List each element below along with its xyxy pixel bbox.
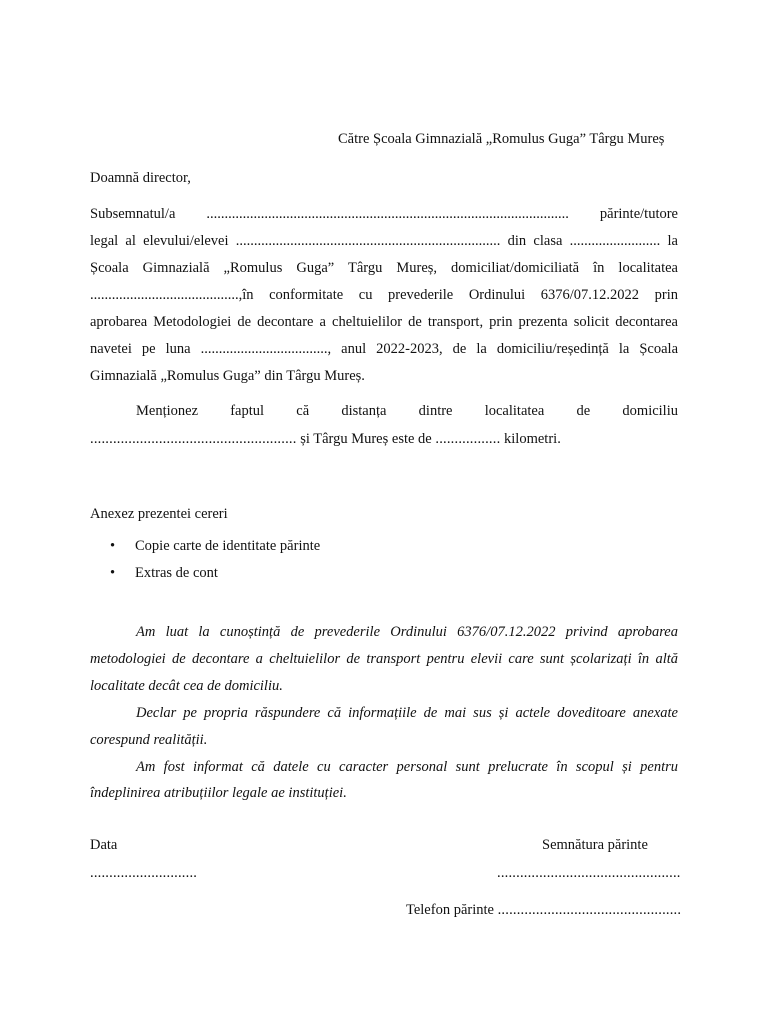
paragraph1-line3: Școala Gimnazială „Romulus Guga” Târgu Mureș, domiciliat/domiciliată în localitatea: [90, 260, 678, 276]
parent-phone-label: Telefon părinte: [406, 902, 498, 918]
paragraph2-line1: Menționez faptul că distanța dintre localitatea de domiciliu: [136, 403, 678, 419]
distance-mid-text: și Târgu Mureș este de: [296, 431, 436, 447]
distance-end-text: kilometri.: [500, 431, 561, 447]
declaration1-line3: localitate decât cea de domiciliu.: [90, 678, 283, 694]
declaration2-line2: corespund realității.: [90, 732, 208, 748]
parent-signature-label: Semnătura părinte: [542, 837, 648, 853]
annex-list: [90, 539, 320, 593]
annex-item-label: Extras de cont: [135, 565, 218, 581]
declaration3-line2: îndeplinirea atribuțiilor legale ae instituției.: [90, 785, 347, 801]
salutation: Doamnă director,: [90, 170, 191, 186]
parent-phone-field: ................................................: [497, 902, 682, 918]
bullet-icon: •: [110, 565, 116, 581]
paragraph1-line6: navetei pe luna ..................................., anul 2022-2023, de la domiciliu/reședință la Școala: [90, 341, 678, 357]
bullet-icon: •: [110, 538, 116, 554]
declaration3-line1: Am fost informat că datele cu caracter personal sunt prelucrate în scopul și pentru: [136, 759, 678, 775]
annex-intro: Anexez prezentei cereri: [90, 506, 228, 522]
paragraph1-line1: Subsemnatul/a .................................................................................................... părinte/tutore: [90, 206, 678, 222]
paragraph1-line4: .........................................,în conformitate cu prevederile Ordinului 6376/07.12.2022 prin: [90, 287, 678, 303]
parent-phone-line: [406, 903, 681, 918]
paragraph1-line2: legal al elevului/elevei ......................................................................... din clasa ......................... la: [90, 233, 678, 249]
paragraph1-line7: Gimnazială „Romulus Guga” din Târgu Mureș.: [90, 368, 365, 384]
paragraph1-line5: aprobarea Metodologiei de decontare a cheltuielilor de transport, prin prezenta solicit decontarea: [90, 314, 678, 330]
distance-locality-blank: ......................................................: [90, 431, 297, 447]
distance-km-blank: .................: [435, 431, 501, 447]
date-label: Data: [90, 837, 118, 853]
list-item: [90, 539, 320, 566]
list-item: [90, 566, 320, 593]
parent-signature-field: ................................................: [497, 865, 681, 881]
declaration1-line1: Am luat la cunoștință de prevederile Ordinului 6376/07.12.2022 privind aprobarea: [136, 624, 678, 640]
annex-item-label: Copie carte de identitate părinte: [135, 538, 321, 554]
declaration2-line1: Declar pe propria răspundere că informațiile de mai sus și actele doveditoare anexate: [136, 705, 678, 721]
declaration1-line2: metodologiei de decontare a cheltuielilor de transport pentru elevii care sunt școlarizați în altă: [90, 651, 678, 667]
recipient-line: Către Școala Gimnazială „Romulus Guga” Târgu Mureș: [338, 131, 665, 147]
paragraph2-line2: [90, 432, 561, 447]
date-field: ............................: [90, 865, 198, 881]
